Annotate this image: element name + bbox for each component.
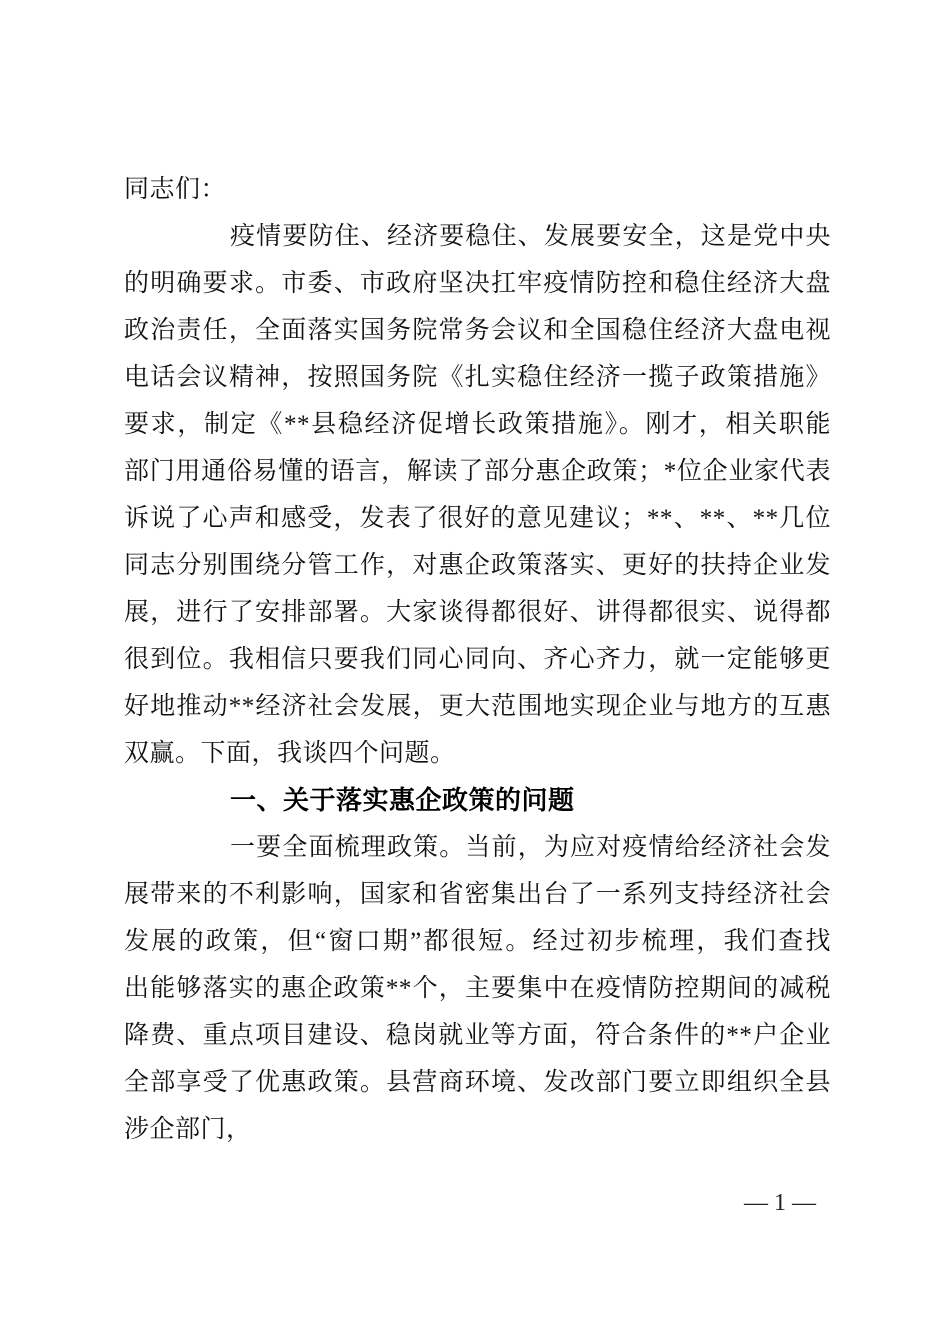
text-line: 的明确要求。市委、市政府坚决扛牢疫情防控和稳住经济大盘 [124,270,831,297]
text-line: 部门用通俗易懂的语言，解读了部分惠企政策；*位企业家代表 [124,458,831,485]
text-line: 要求，制定《**县稳经济促增长政策措施》。刚才，相关职能 [124,411,831,438]
text-line: 政治责任，全面落实国务院常务会议和全国稳住经济大盘电视 [124,317,831,344]
page-number: — 1 — [744,1190,816,1216]
text-line: 诉说了心声和感受，发表了很好的意见建议；**、**、**几位 [124,505,831,532]
section-heading: 一、关于落实惠企政策的问题 [230,785,575,815]
text-line: 展带来的不利影响，国家和省密集出台了一系列支持经济社会 [124,881,831,908]
document-body [124,166,831,1153]
text-line: 同志分别围绕分管工作，对惠企政策落实、更好的扶持企业发 [124,552,831,579]
text-line: 电话会议精神，按照国务院《扎实稳住经济一揽子政策措施》 [124,364,831,391]
text-line: 降费、重点项目建设、稳岗就业等方面，符合条件的**户企业 [124,1022,831,1049]
text-line: 好地推动**经济社会发展，更大范围地实现企业与地方的互惠 [124,693,831,720]
text-line: 很到位。我相信只要我们同心同向、齐心齐力，就一定能够更 [124,646,831,673]
paragraph-last-line: 涉企部门， [124,1116,252,1143]
text-line: 疫情要防住、经济要稳住、发展要安全，这是党中央 [230,223,831,250]
text-line: 一要全面梳理政策。当前，为应对疫情给经济社会发 [230,834,831,861]
text-line: 出能够落实的惠企政策**个，主要集中在疫情防控期间的减税 [124,975,831,1002]
salutation-line: 同志们： [124,176,227,203]
text-line: 展，进行了安排部署。大家谈得都很好、讲得都很实、说得都 [124,599,831,626]
paragraph-last-line: 双赢。下面，我谈四个问题。 [124,740,456,767]
text-line: 发展的政策，但“窗口期”都很短。经过初步梳理，我们查找 [124,928,831,955]
text-line: 全部享受了优惠政策。县营商环境、发改部门要立即组织全县 [124,1069,831,1096]
